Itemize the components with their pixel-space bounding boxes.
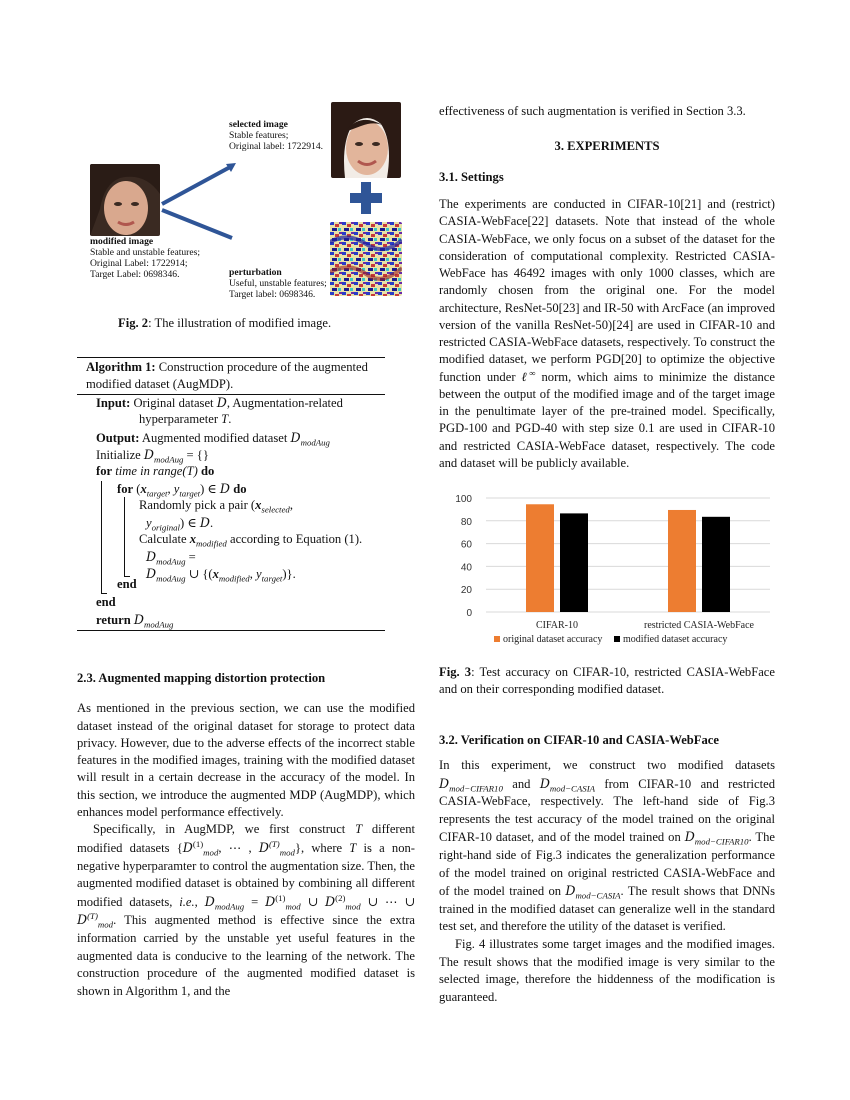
algo-title-text: Construction procedure of the augmented modified dataset (AugMDP).: [86, 360, 368, 391]
figure-3-caption: [439, 664, 775, 699]
algo-pick-text: Randomly pick a pair (: [139, 498, 256, 512]
p2-text-e: i.e.: [179, 894, 195, 909]
section-3-1-heading: 3.1. Settings: [439, 170, 504, 184]
p32-text-a: In this experiment, we construct two modified datasets: [439, 758, 775, 772]
p2-text-d: is a non-negative hyperparamter to control the augmentation size. Then, the augmented modified dataset is obtained by combining all different modified datasets,: [77, 840, 415, 909]
algo-input-text-b: , Augmentation-related: [226, 396, 343, 410]
algo-calc-line: Calculate $x_{modified}$ according to Equation (1).: [139, 532, 363, 549]
section-2-3-paragraph-2: Specifically, in AugMDP, we first construct T different modified datasets {$D^{(1)}_{mod}$, ⋯ , $D^{(T)}_{mod}$}, where T is a non-negative hyperparamter to control the augmentation size. Then, the augmented modified dataset is obtained by combining all different modified datasets, i.e., $D_{modAug} = D^{(1)}_{mod}$ ∪ $D^{(2)}_{mod}$ ∪ ⋯ ∪ $D^{(T)}_{mod}$. This augmented method is effective since the extra information carried by the unstable yet useful features in the augmented data is conducive to the learning of the network. The construction procedure of the augmented modified dataset is shown in Algorithm 1, and the: [77, 822, 415, 998]
perturb-line-1: Useful, unstable features;: [229, 278, 327, 289]
figure-3-caption-text: : Test accuracy on CIFAR-10, restricted CASIA-WebFace and on their corresponding modified dataset.: [439, 665, 775, 697]
y-tick-label: 0: [466, 608, 472, 619]
algo-end-inner-keyword: end: [117, 577, 137, 591]
right-col-top-line: effectiveness of such augmentation is verified in Section 3.3.: [439, 104, 746, 118]
perturbation-noise-image: [330, 222, 402, 296]
section-3-2-heading: 3.2. Verification on CIFAR-10 and CASIA-WebFace: [439, 733, 719, 747]
algo-top-rule: [77, 357, 385, 358]
section-3-1-body: The experiments are conducted in CIFAR-10[21] and (restrict) CASIA-WebFace[22] datasets. Note that instead of the whole CASIA-WebFace, we only focus on a subset of the dataset for the consideration of computational complexity. Restricted CASIA-WebFace has 46492 images with only 1000 classes, which are randomly chosen from the original one. For the model architecture, ResNet-50[23] and IR-50 with ArcFace (an improved version of the vanilla ResNet-50)[24] are used in CIFAR-10 and restricted CASIA-WebFace datasets, respectively. To construct the modified dataset, we perform PGD[20] to optimize the objective function under ℓ∞ norm, which aims to minimize the distance between the output of the modified image and of the target image in the penultimate layer of the pre-trained model. Specifically, PGD-100 and PGD-40 with step size 0.1 are used in CIFAR-10 and restricted CASIA-WebFace dataset, respectively. The code and dataset will be publicly available.: [439, 197, 775, 470]
algo-for-keyword: for: [96, 464, 113, 478]
algo-calc-text-2: according to Equation (1).: [226, 532, 363, 546]
algo-bottom-rule: [77, 630, 385, 631]
modified-line-3: Target Label: 0698346.: [90, 269, 180, 280]
perturbation-label: [229, 267, 327, 300]
algo-inner-do-keyword: do: [233, 482, 247, 496]
selected-face-image: [331, 102, 401, 178]
selected-line-1: Stable features;: [229, 130, 289, 141]
algo-end-inner: [117, 576, 137, 593]
x-tick-label: restricted CASIA-WebFace: [644, 620, 754, 631]
algo-title-label: Algorithm 1:: [86, 360, 156, 374]
right-column-top: [439, 103, 775, 120]
algo-assign-line: $D_{modAug}$ =: [146, 549, 196, 567]
legend-label: original dataset accuracy: [503, 634, 603, 645]
algo-for-line: for time in range(T) do: [96, 464, 215, 478]
algo-input-label: Input:: [96, 396, 131, 410]
p2-text-f: This augmented method is effective since the extra information carried by the unstable yet useful features in the augmented data is conducive to the learning of the network. The construction procedure of the augmented modified dataset is shown in Algorithm 1, and the: [77, 913, 415, 998]
section-2-3: [77, 670, 415, 1000]
p2-text-c: , where: [300, 840, 350, 855]
modified-line-1: Stable and unstable features;: [90, 247, 201, 258]
p32-text-d: . The right-hand side of Fig.3 indicates the generalization performance of the model trained on original restricted CASIA-WebFace and of the model trained on: [439, 830, 776, 899]
modified-line-2: Original Label: 1722914;: [90, 258, 188, 269]
figure-arrows: [158, 160, 238, 240]
legend-label: modified dataset accuracy: [623, 634, 728, 645]
algo-for-text: time in range(: [112, 464, 187, 478]
modified-title: modified image: [90, 236, 154, 247]
algo-input-line: Input: Original dataset D, Augmentation-related: [96, 395, 343, 410]
algo-end-outer: [96, 594, 116, 611]
algo-pick-line: Randomly pick a pair ($x_{selected}$,: [139, 498, 293, 515]
algo-outer-bar: [101, 481, 102, 593]
p2-text-a: Specifically, in AugMDP, we first construct: [93, 822, 356, 837]
figure-2-caption-text: : The illustration of modified image.: [148, 316, 332, 330]
y-tick-label: 40: [460, 562, 472, 574]
p32-text-b: and: [502, 776, 540, 791]
figure-3-caption-label: Fig. 3: [439, 665, 472, 679]
bar-original-1: [668, 510, 696, 612]
selected-line-2: Original label: 1722914.: [229, 141, 324, 152]
p31-text-b: norm, which aims to minimize the distance between the output of the modified image and of the target image in the penultimate layer of the pre-trained model. Specifically, PGD-100 and PGD-40 with step size 0.1 are used in CIFAR-10 and restricted CASIA-WebFace dataset, respectively. The code and dataset will be publicly available.: [439, 369, 775, 470]
plus-icon: [348, 180, 384, 216]
figure-2-caption: [118, 316, 331, 331]
figure-3-chart: [440, 488, 776, 650]
modified-face-image: [90, 164, 160, 236]
selected-title: selected image: [229, 119, 288, 130]
section-3-2-paragraph-2: Fig. 4 illustrates some target images and the modified images. The result shows that the modified image is very similar to the selected image, therefore the hiddenness of the modification is guaranteed.: [439, 936, 775, 1004]
p31-text-a: The experiments are conducted in CIFAR-10[21] and (restrict) CASIA-WebFace[22] datasets. Note that instead of the whole CASIA-WebFace, we only focus on a subset of the dataset for the consideration of computational complexity. Restricted CASIA-WebFace has 46492 images with only 1000 classes, which are randomly chosen from the original one. For the model architecture, ResNet-50[23] and IR-50 with ArcFace (an improved version of the vanilla ResNet-50)[24] are used in CIFAR-10 and restricted CASIA-WebFace datasets, respectively. To construct the modified dataset, we perform PGD[20] to optimize the objective function under: [439, 197, 775, 384]
algo-assign-line-2: $D_{modAug}$ ∪ {($x_{modified}$, $y_{target}$)}.: [146, 566, 296, 584]
bar-modified-0: [560, 513, 588, 612]
algo-return-line: return $D_{modAug}$: [96, 612, 174, 630]
algo-pick-line-2: $y_{original}$) ∈ D.: [146, 515, 214, 533]
selected-image-label: [229, 119, 323, 152]
algo-title: [86, 359, 386, 393]
algo-return-keyword: return: [96, 613, 131, 627]
legend-swatch: [614, 636, 620, 642]
algo-init-text: Initialize: [96, 448, 144, 462]
algo-input-text-c: hyperparameter: [139, 412, 222, 426]
algo-input-line-2: hyperparameter T.: [139, 412, 232, 426]
algo-init-line: Initialize $D_{modAug}$ = {}: [96, 447, 209, 465]
figure-2-caption-label: Fig. 2: [118, 316, 149, 330]
perturb-line-2: Target label: 0698346.: [229, 289, 316, 300]
x-tick-label: CIFAR-10: [535, 620, 579, 631]
algo-output-text: Augmented modified dataset: [139, 431, 291, 445]
y-tick-label: 100: [455, 494, 472, 505]
algo-inner-bar: [124, 497, 125, 576]
y-tick-label: 20: [460, 585, 472, 597]
algo-do-keyword: do: [200, 464, 215, 478]
section-2-3-heading: 2.3. Augmented mapping distortion protection: [77, 671, 326, 685]
bar-original-0: [526, 504, 554, 612]
y-tick-label: 60: [460, 539, 472, 551]
modified-image-label: [90, 236, 200, 280]
algo-output-label: Output:: [96, 431, 140, 445]
section-2-3-paragraph-1: As mentioned in the previous section, we can use the modified dataset instead of the original dataset for storage to protect data privacy. However, due to the adverse effects of the incorrect stable features in the modified images, training with the modified dataset will result in a certain decrease in the accuracy of the model. In this section, we introduce the augmented MDP (AugMDP), which enhances model performance effectively.: [77, 701, 415, 820]
p2-text-b: different modified datasets: [77, 822, 415, 855]
algo-inner-for-line: for ($x_{target}$, $y_{target}$) ∈ D do: [117, 481, 247, 499]
p32-text-c: from CIFAR-10 and restricted CASIA-WebFace, respectively. The left-hand side of Fig.3 represents the test accuracy of the model trained on the original CIFAR-10 dataset, and of the model trained on: [439, 776, 775, 845]
y-tick-label: 80: [460, 516, 472, 528]
legend-swatch: [494, 636, 500, 642]
algo-output-line: Output: Augmented modified dataset $D_{modAug}$: [96, 430, 330, 448]
algo-inner-for-keyword: for: [117, 482, 134, 496]
algo-calc-text: Calculate: [139, 532, 190, 546]
section-3-heading: 3. EXPERIMENTS: [554, 139, 660, 153]
section-3-2-body: In this experiment, we construct two modified datasets $D_{mod-CIFAR10}$ and $D_{mod-CASIA}$ from CIFAR-10 and restricted CASIA-WebFace, respectively. The left-hand side of Fig.3 represents the test accuracy of the model trained on the original CIFAR-10 dataset, and of the model trained on $D_{mod-CIFAR10}$. The right-hand side of Fig.3 indicates the generalization performance of the model trained on original restricted CASIA-WebFace and of the model trained on $D_{mod-CASIA}$. The result shows that DNNs trained in the modified dataset can generalize well in the standard test set, and therefore the utility of the dataset is verified. Fig. 4 illustrates some target images and the modified images. The result shows that the modified image is very similar to the selected image, therefore the hiddenness of the modification is guaranteed.: [439, 757, 775, 1006]
algo-end-outer-keyword: end: [96, 595, 116, 609]
algo-input-text-a: Original dataset: [130, 396, 217, 410]
p32-text-e: . The result shows that DNNs trained in the modified dataset can generalize well in the standard test set, and therefore the utility of the dataset is verified.: [439, 884, 775, 934]
perturb-title: perturbation: [229, 267, 282, 278]
bar-modified-1: [702, 517, 730, 612]
